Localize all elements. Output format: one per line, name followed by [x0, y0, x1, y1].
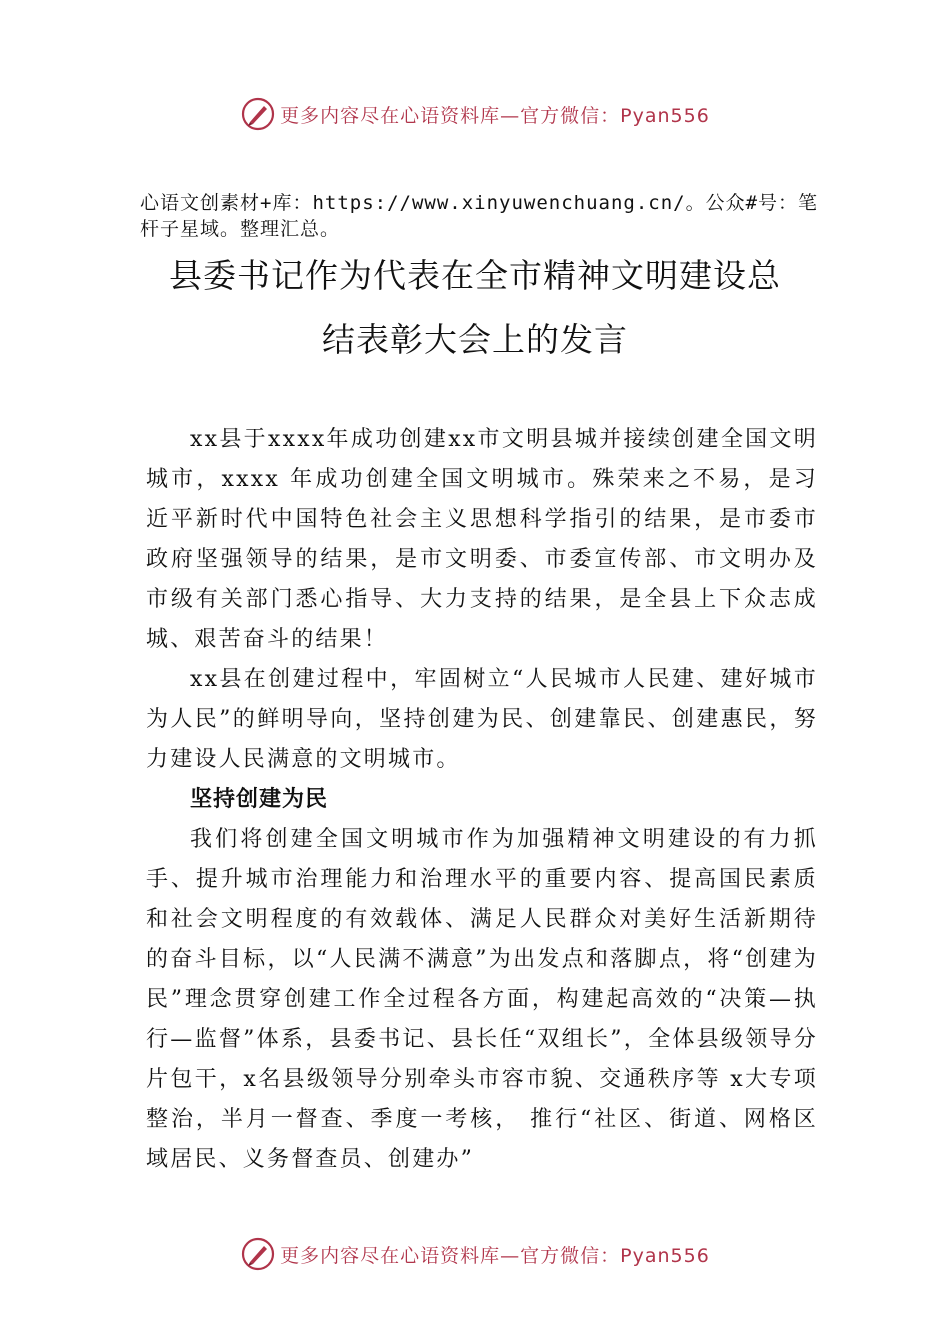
- footer-banner: [0, 1234, 950, 1274]
- paragraph-2: xx县在创建过程中，牢固树立“人民城市人民建、建好城市为人民”的鲜明导向，坚持创建为民、创建靠民、创建惠民，努力建设人民满意的文明城市。: [146, 667, 818, 772]
- source-note: 心语文创素材+库：https://www.xinyuwenchuang.cn/。公众#号：笔杆子星域。整理汇总。: [140, 192, 819, 240]
- document-title-line-1: 县委书记作为代表在全市精神文明建设总: [169, 256, 781, 295]
- pen-logo-icon: [240, 1236, 276, 1272]
- pen-logo-icon: [240, 96, 276, 132]
- wechat-id: Pyan556: [620, 1244, 710, 1267]
- header-banner: [0, 94, 950, 134]
- paragraph-1: xx县于xxxx年成功创建xx市文明县城并接续创建全国文明城市，xxxx 年成功创建全国文明城市。殊荣来之不易，是习近平新时代中国特色社会主义思想科学指引的结果，是市委市政府坚强领导的结果，是市文明委、市委宣传部、市文明办及市级有关部门悉心指导、大力支持的结果，是全县上下众志成城、艰苦奋斗的结果！: [146, 427, 818, 652]
- banner-text: 更多内容尽在心语资料库—官方微信：Pyan556: [280, 1244, 710, 1267]
- banner-text: 更多内容尽在心语资料库—官方微信：Pyan556: [280, 104, 710, 127]
- document-body: [146, 420, 818, 1180]
- wechat-id: Pyan556: [620, 104, 710, 127]
- section-heading: 坚持创建为民: [190, 787, 329, 812]
- paragraph-3: 我们将创建全国文明城市作为加强精神文明建设的有力抓手、提升城市治理能力和治理水平的重要内容、提高国民素质和社会文明程度的有效载体、满足人民群众对美好生活新期待的奋斗目标，以“人民满不满意”为出发点和落脚点，将“创建为民”理念贯穿创建工作全过程各方面，构建起高效的“决策—执行—监督”体系，县委书记、县长任“双组长”，全体县级领导分片包干，x名县级领导分别牵头市容市貌、交通秩序等 x大专项整治，半月一督查、季度一考核， 推行“社区、街道、网格区域居民、义务督查员、创建办”: [146, 827, 818, 1172]
- document-title-line-2: 结表彰大会上的发言: [322, 320, 628, 359]
